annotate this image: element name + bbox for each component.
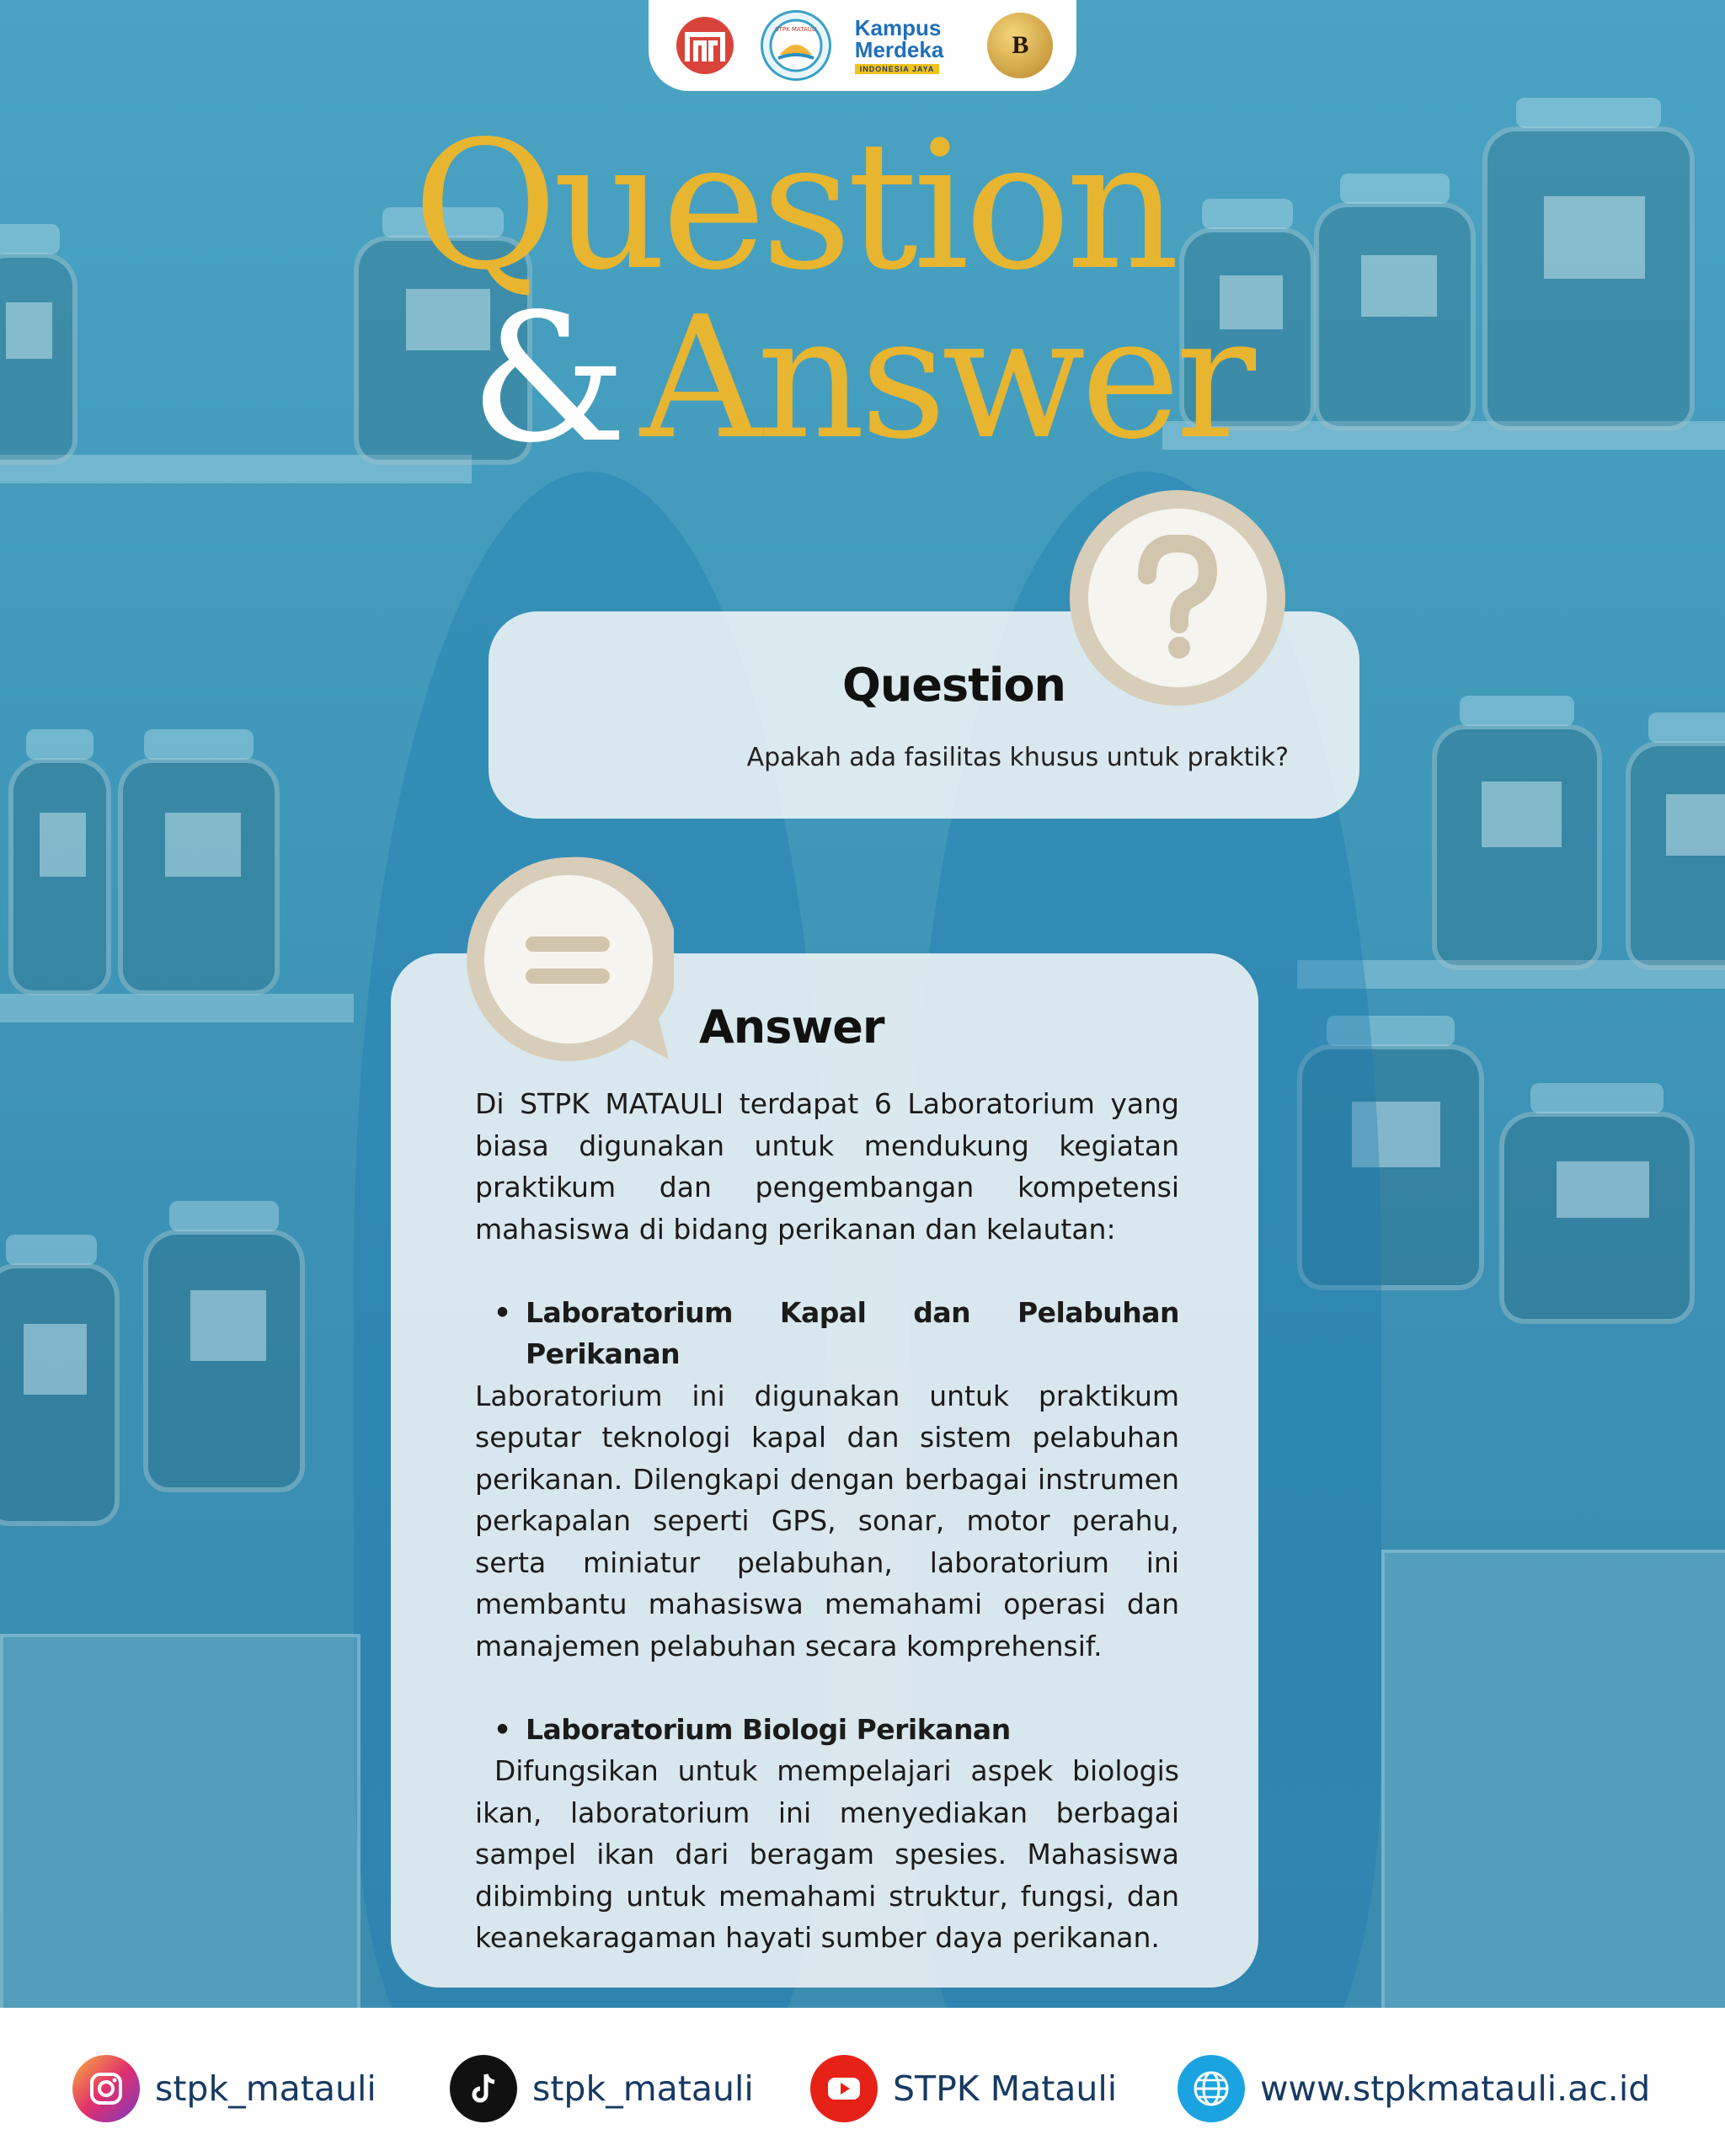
jar bbox=[1482, 126, 1695, 431]
jar bbox=[143, 1230, 305, 1492]
answer-heading: Answer bbox=[699, 1001, 884, 1054]
youtube-handle: STPK Matauli bbox=[893, 2068, 1118, 2109]
title-ampersand: & bbox=[470, 275, 624, 482]
jar bbox=[1432, 724, 1602, 970]
instagram-link[interactable] bbox=[72, 2055, 377, 2122]
title-answer: Answer bbox=[640, 280, 1252, 477]
stpk-logo-icon bbox=[761, 10, 831, 81]
answer-intro: Di STPK MATAULI terdapat 6 Laboratorium yang biasa digunakan untuk mendukung kegiatan praktikum dan pengembangan kompetensi mahasiswa di bidang perikanan dan kelautan: bbox=[475, 1087, 1179, 1246]
logo-bar bbox=[649, 0, 1076, 91]
tiktok-link[interactable] bbox=[450, 2055, 754, 2122]
tiktok-icon bbox=[450, 2055, 517, 2122]
footer bbox=[0, 2008, 1725, 2156]
jar bbox=[1626, 741, 1725, 970]
youtube-link[interactable] bbox=[810, 2055, 1117, 2122]
lab-2-description: Difungsikan untuk mempelajari aspek biologis ikan, laboratorium ini menyediakan berbagai sampel ikan dari beragam spesies. Mahasiswa dibimbing untuk memahami struktur, fungsi, dan keanekaragaman hayati sumber daya perikanan. bbox=[475, 1754, 1188, 1954]
shelf bbox=[0, 994, 354, 1022]
kampus-merdeka-logo: Kampus Merdeka INDONESIA JAYA bbox=[854, 15, 944, 73]
lab-1-description: Laboratorium ini digunakan untuk praktikum seputar teknologi kapal dan sistem pelabuhan perikanan. Dilengkapi dengan berbagai instrumen perkapalan seperti GPS, sonar, motor perahu, serta miniatur pelabuhan, laboratorium ini membantu mahasiswa memahami operasi dan manajemen pelabuhan secara komprehensif. bbox=[475, 1379, 1179, 1662]
instagram-icon bbox=[72, 2055, 140, 2122]
jar bbox=[1314, 202, 1476, 431]
instagram-handle: stpk_matauli bbox=[155, 2068, 377, 2109]
jar bbox=[0, 1263, 120, 1526]
jar bbox=[0, 253, 77, 465]
equals-speech-bubble-icon bbox=[463, 854, 674, 1065]
answer-card bbox=[391, 953, 1258, 1988]
jar bbox=[1499, 1112, 1695, 1324]
jar bbox=[118, 758, 280, 995]
lab-2-name: • Laboratorium Biologi Perikanan bbox=[475, 1709, 1179, 1751]
lab-1-name: • Laboratorium Kapal dan Pelabuhan Perikanan bbox=[475, 1292, 1179, 1375]
question-heading: Question bbox=[842, 659, 1065, 712]
jar bbox=[8, 758, 111, 995]
accreditation-badge-icon: B bbox=[987, 13, 1053, 78]
globe-icon bbox=[1178, 2055, 1245, 2122]
question-mark-icon bbox=[1070, 490, 1285, 706]
cabinet bbox=[0, 1634, 360, 2008]
website-link[interactable] bbox=[1178, 2055, 1650, 2122]
svg-text:STPK MATAULI: STPK MATAULI bbox=[775, 26, 818, 33]
youtube-icon bbox=[810, 2055, 878, 2122]
title-question: Question bbox=[413, 103, 1175, 309]
cabinet bbox=[1381, 1550, 1725, 2008]
tiktok-handle: stpk_matauli bbox=[532, 2068, 754, 2109]
answer-body bbox=[475, 1083, 1188, 1959]
foundation-logo-icon bbox=[672, 13, 738, 78]
website-url: www.stpkmatauli.ac.id bbox=[1260, 2068, 1651, 2109]
question-text: Apakah ada fasilitas khusus untuk praktik? bbox=[746, 743, 1289, 772]
